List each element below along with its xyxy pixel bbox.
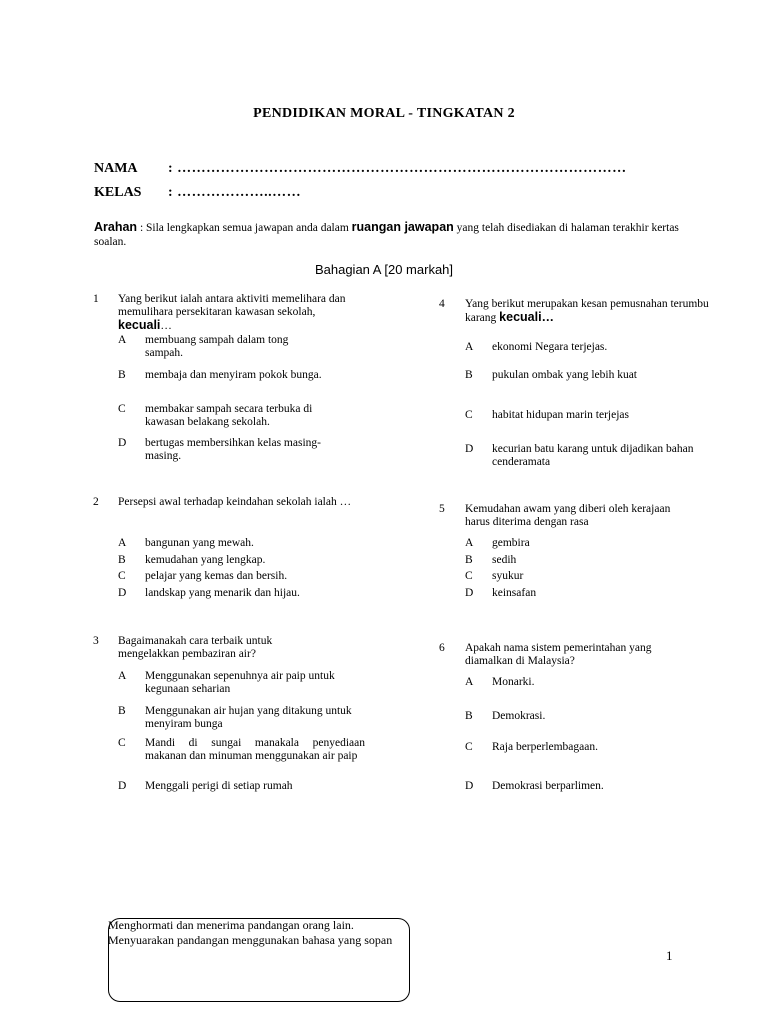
option-letter: A [118, 670, 127, 682]
values-line-1: Menghormati dan menerima pandangan orang lain. [108, 918, 354, 932]
instructions-text-1: : Sila lengkapkan semua jawapan anda dalam [137, 222, 352, 234]
option-text[interactable]: Mandi di sungai manakala penyediaan makanan dan minuman menggunakan air paip [145, 737, 365, 762]
values-box-text [108, 918, 418, 948]
question-number: 4 [439, 298, 445, 310]
option-letter: D [465, 780, 474, 792]
option-letter: B [465, 369, 473, 381]
option-letter: D [118, 780, 127, 792]
option-text[interactable]: kecurian batu karang untuk dijadikan bahan cenderamata [492, 443, 694, 468]
instructions-text-2: yang telah disediakan di halaman terakhir kertas soalan. [94, 222, 679, 248]
option-text[interactable]: landskap yang menarik dan hijau. [145, 587, 300, 599]
option-text[interactable]: keinsafan [492, 587, 537, 599]
option-text[interactable]: Monarki. [492, 676, 535, 688]
option-letter: C [118, 570, 126, 582]
page-number: 1 [666, 948, 673, 963]
instructions-lead: Arahan [94, 220, 138, 234]
question-number: 2 [93, 496, 99, 508]
option-letter: B [465, 710, 473, 722]
option-text[interactable]: membaja dan menyiram pokok bunga. [145, 369, 322, 381]
option-text[interactable]: ekonomi Negara terjejas. [492, 341, 608, 353]
instructions-emphasis: ruangan jawapan [351, 220, 454, 234]
option-text[interactable]: bertugas membersihkan kelas masing-masing. [145, 437, 321, 462]
option-text[interactable]: habitat hidupan marin terjejas [492, 409, 629, 421]
option-text[interactable]: membuang sampah dalam tong sampah. [145, 334, 289, 359]
question-number: 5 [439, 503, 445, 515]
nama-field[interactable]: : ………………………………………………………………………………… [168, 161, 627, 176]
option-letter: A [465, 676, 474, 688]
page-title: PENDIDIKAN MORAL - TINGKATAN 2 [253, 106, 515, 121]
kelas-field[interactable]: : ………………..…… [168, 185, 302, 200]
question-number: 1 [93, 293, 99, 305]
option-letter: D [465, 587, 474, 599]
question-number: 6 [439, 642, 445, 654]
kelas-label: KELAS [94, 185, 142, 200]
option-text[interactable]: Demokrasi. [492, 710, 546, 722]
option-text[interactable]: Raja berperlembagaan. [492, 741, 598, 753]
option-letter: A [465, 537, 474, 549]
option-text[interactable]: kemudahan yang lengkap. [145, 554, 266, 566]
option-text[interactable]: syukur [492, 570, 524, 582]
option-letter: A [465, 341, 474, 353]
question-stem: Yang berikut ialah antara aktiviti memelihara dan memulihara persekitaran kawasan sekolah, [118, 293, 346, 318]
nama-label: NAMA [94, 161, 138, 176]
option-letter: B [118, 369, 126, 381]
option-text[interactable]: Demokrasi berparlimen. [492, 780, 604, 792]
option-letter: C [465, 570, 473, 582]
option-text[interactable]: pelajar yang kemas dan bersih. [145, 570, 288, 582]
option-letter: D [118, 587, 127, 599]
question-stem: Yang berikut merupakan kesan pemusnahan terumbu karang [465, 298, 709, 324]
question-stem: Apakah nama sistem pemerintahan yang diamalkan di Malaysia? [465, 642, 652, 667]
option-text[interactable]: gembira [492, 537, 530, 549]
option-letter: C [465, 741, 473, 753]
option-text[interactable]: sedih [492, 554, 517, 566]
question-emphasis: kecuali… [499, 310, 555, 324]
option-letter: D [465, 443, 474, 455]
option-letter: A [118, 537, 127, 549]
option-letter: A [118, 334, 127, 346]
option-text[interactable]: Menggunakan sepenuhnya air paip untuk kegunaan seharian [145, 670, 335, 695]
option-letter: B [118, 705, 126, 717]
question-number: 3 [93, 635, 99, 647]
option-letter: B [118, 554, 126, 566]
question-tail: … [160, 320, 172, 332]
question-emphasis: kecuali [118, 318, 161, 332]
option-text[interactable]: bangunan yang mewah. [145, 537, 254, 549]
option-text[interactable]: Menggali perigi di setiap rumah [145, 780, 293, 792]
option-text[interactable]: pukulan ombak yang lebih kuat [492, 369, 637, 381]
option-letter: D [118, 437, 127, 449]
option-letter: C [118, 403, 126, 415]
question-stem: Persepsi awal terhadap keindahan sekolah ialah … [118, 496, 352, 508]
option-letter: C [118, 737, 126, 749]
option-text[interactable]: membakar sampah secara terbuka di kawasan belakang sekolah. [145, 403, 313, 428]
section-title: Bahagian A [20 markah] [314, 262, 454, 277]
question-text [118, 293, 368, 333]
question-stem: Kemudahan awam yang diberi oleh kerajaan harus diterima dengan rasa [465, 503, 671, 528]
question-stem: Bagaimanakah cara terbaik untuk mengelakkan pembaziran air? [118, 635, 273, 660]
option-letter: C [465, 409, 473, 421]
values-line-2: Menyuarakan pandangan menggunakan bahasa yang sopan [108, 933, 393, 947]
question-text [465, 298, 710, 325]
option-text[interactable]: Menggunakan air hujan yang ditakung untuk menyiram bunga [145, 705, 352, 730]
option-letter: B [465, 554, 473, 566]
instructions [94, 220, 714, 249]
